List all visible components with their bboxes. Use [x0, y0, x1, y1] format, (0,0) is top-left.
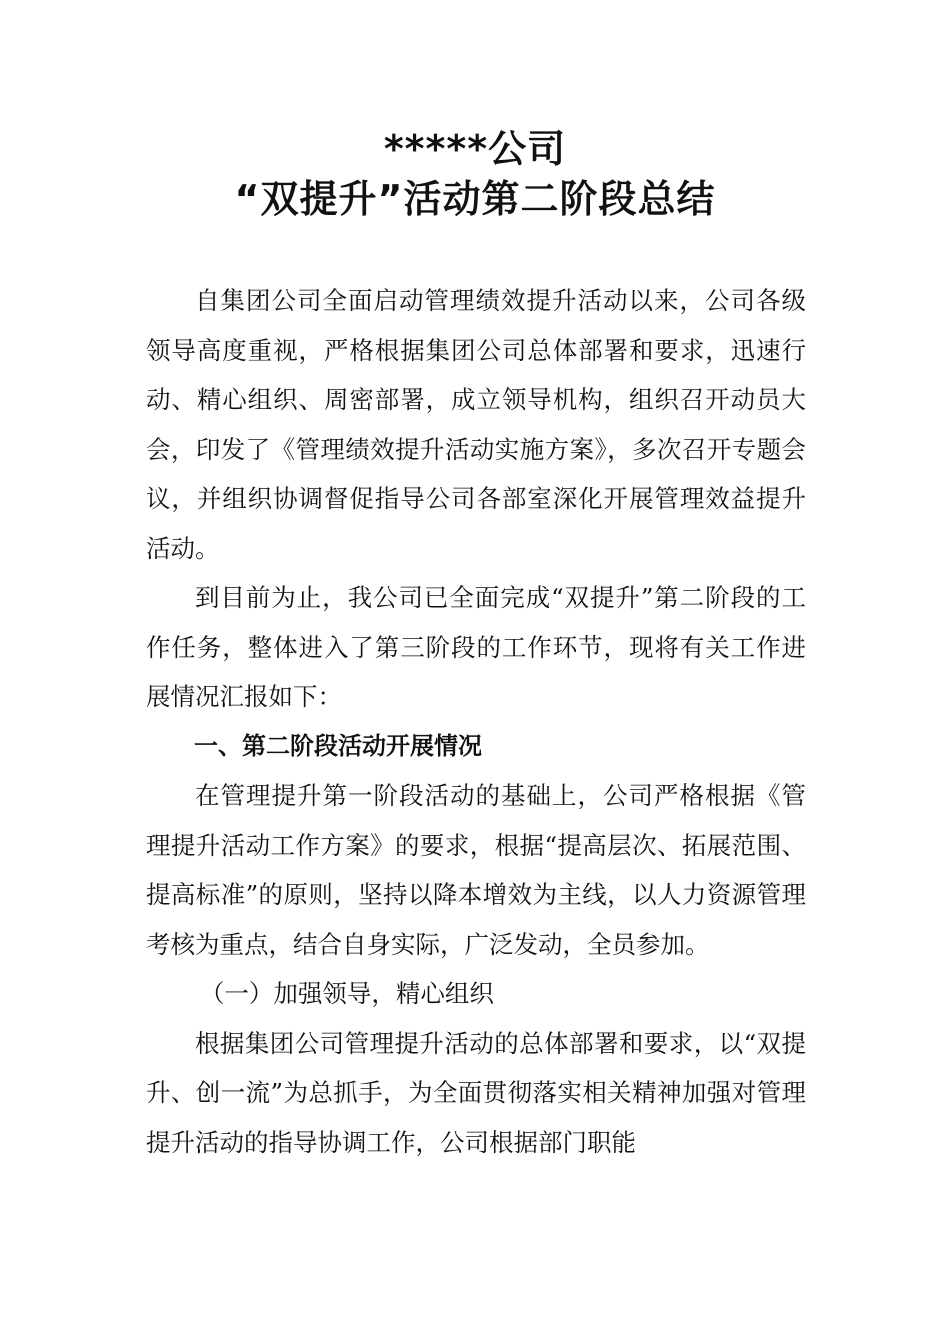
document-title-subject: “双提升”活动第二阶段总结	[234, 177, 716, 221]
subsection-paragraph: 根据集团公司管理提升活动的总体部署和要求，以“双提升、创一流”为总抓手，为全面贯彻落实相关精神加强对管理提升活动的指导协调工作，公司根据部门职能	[146, 1028, 806, 1157]
section-heading: 一、第二阶段活动开展情况	[194, 731, 482, 760]
document-body	[146, 276, 806, 1167]
subsection-heading: （一）加强领导，精心组织	[199, 979, 494, 1008]
intro-paragraph: 自集团公司全面启动管理绩效提升活动以来，公司各级领导高度重视，严格根据集团公司总体部署和要求，迅速行动、精心组织、周密部署，成立领导机构，组织召开动员大会，印发了《管理绩效提升活动实施方案》，多次召开专题会议，并组织协调督促指导公司各部室深化开展管理效益提升活动。	[146, 286, 806, 563]
section-paragraph: 在管理提升第一阶段活动的基础上，公司严格根据《管理提升活动工作方案》的要求，根据“提高层次、拓展范围、提高标准”的原则，坚持以降本增效为主线，以人力资源管理考核为重点，结合自身实际，广泛发动，全员参加。	[146, 781, 806, 959]
document-title-company: *****公司	[383, 127, 567, 171]
progress-paragraph: 到目前为止，我公司已全面完成“双提升”第二阶段的工作任务，整体进入了第三阶段的工作环节，现将有关工作进展情况汇报如下：	[146, 583, 806, 711]
